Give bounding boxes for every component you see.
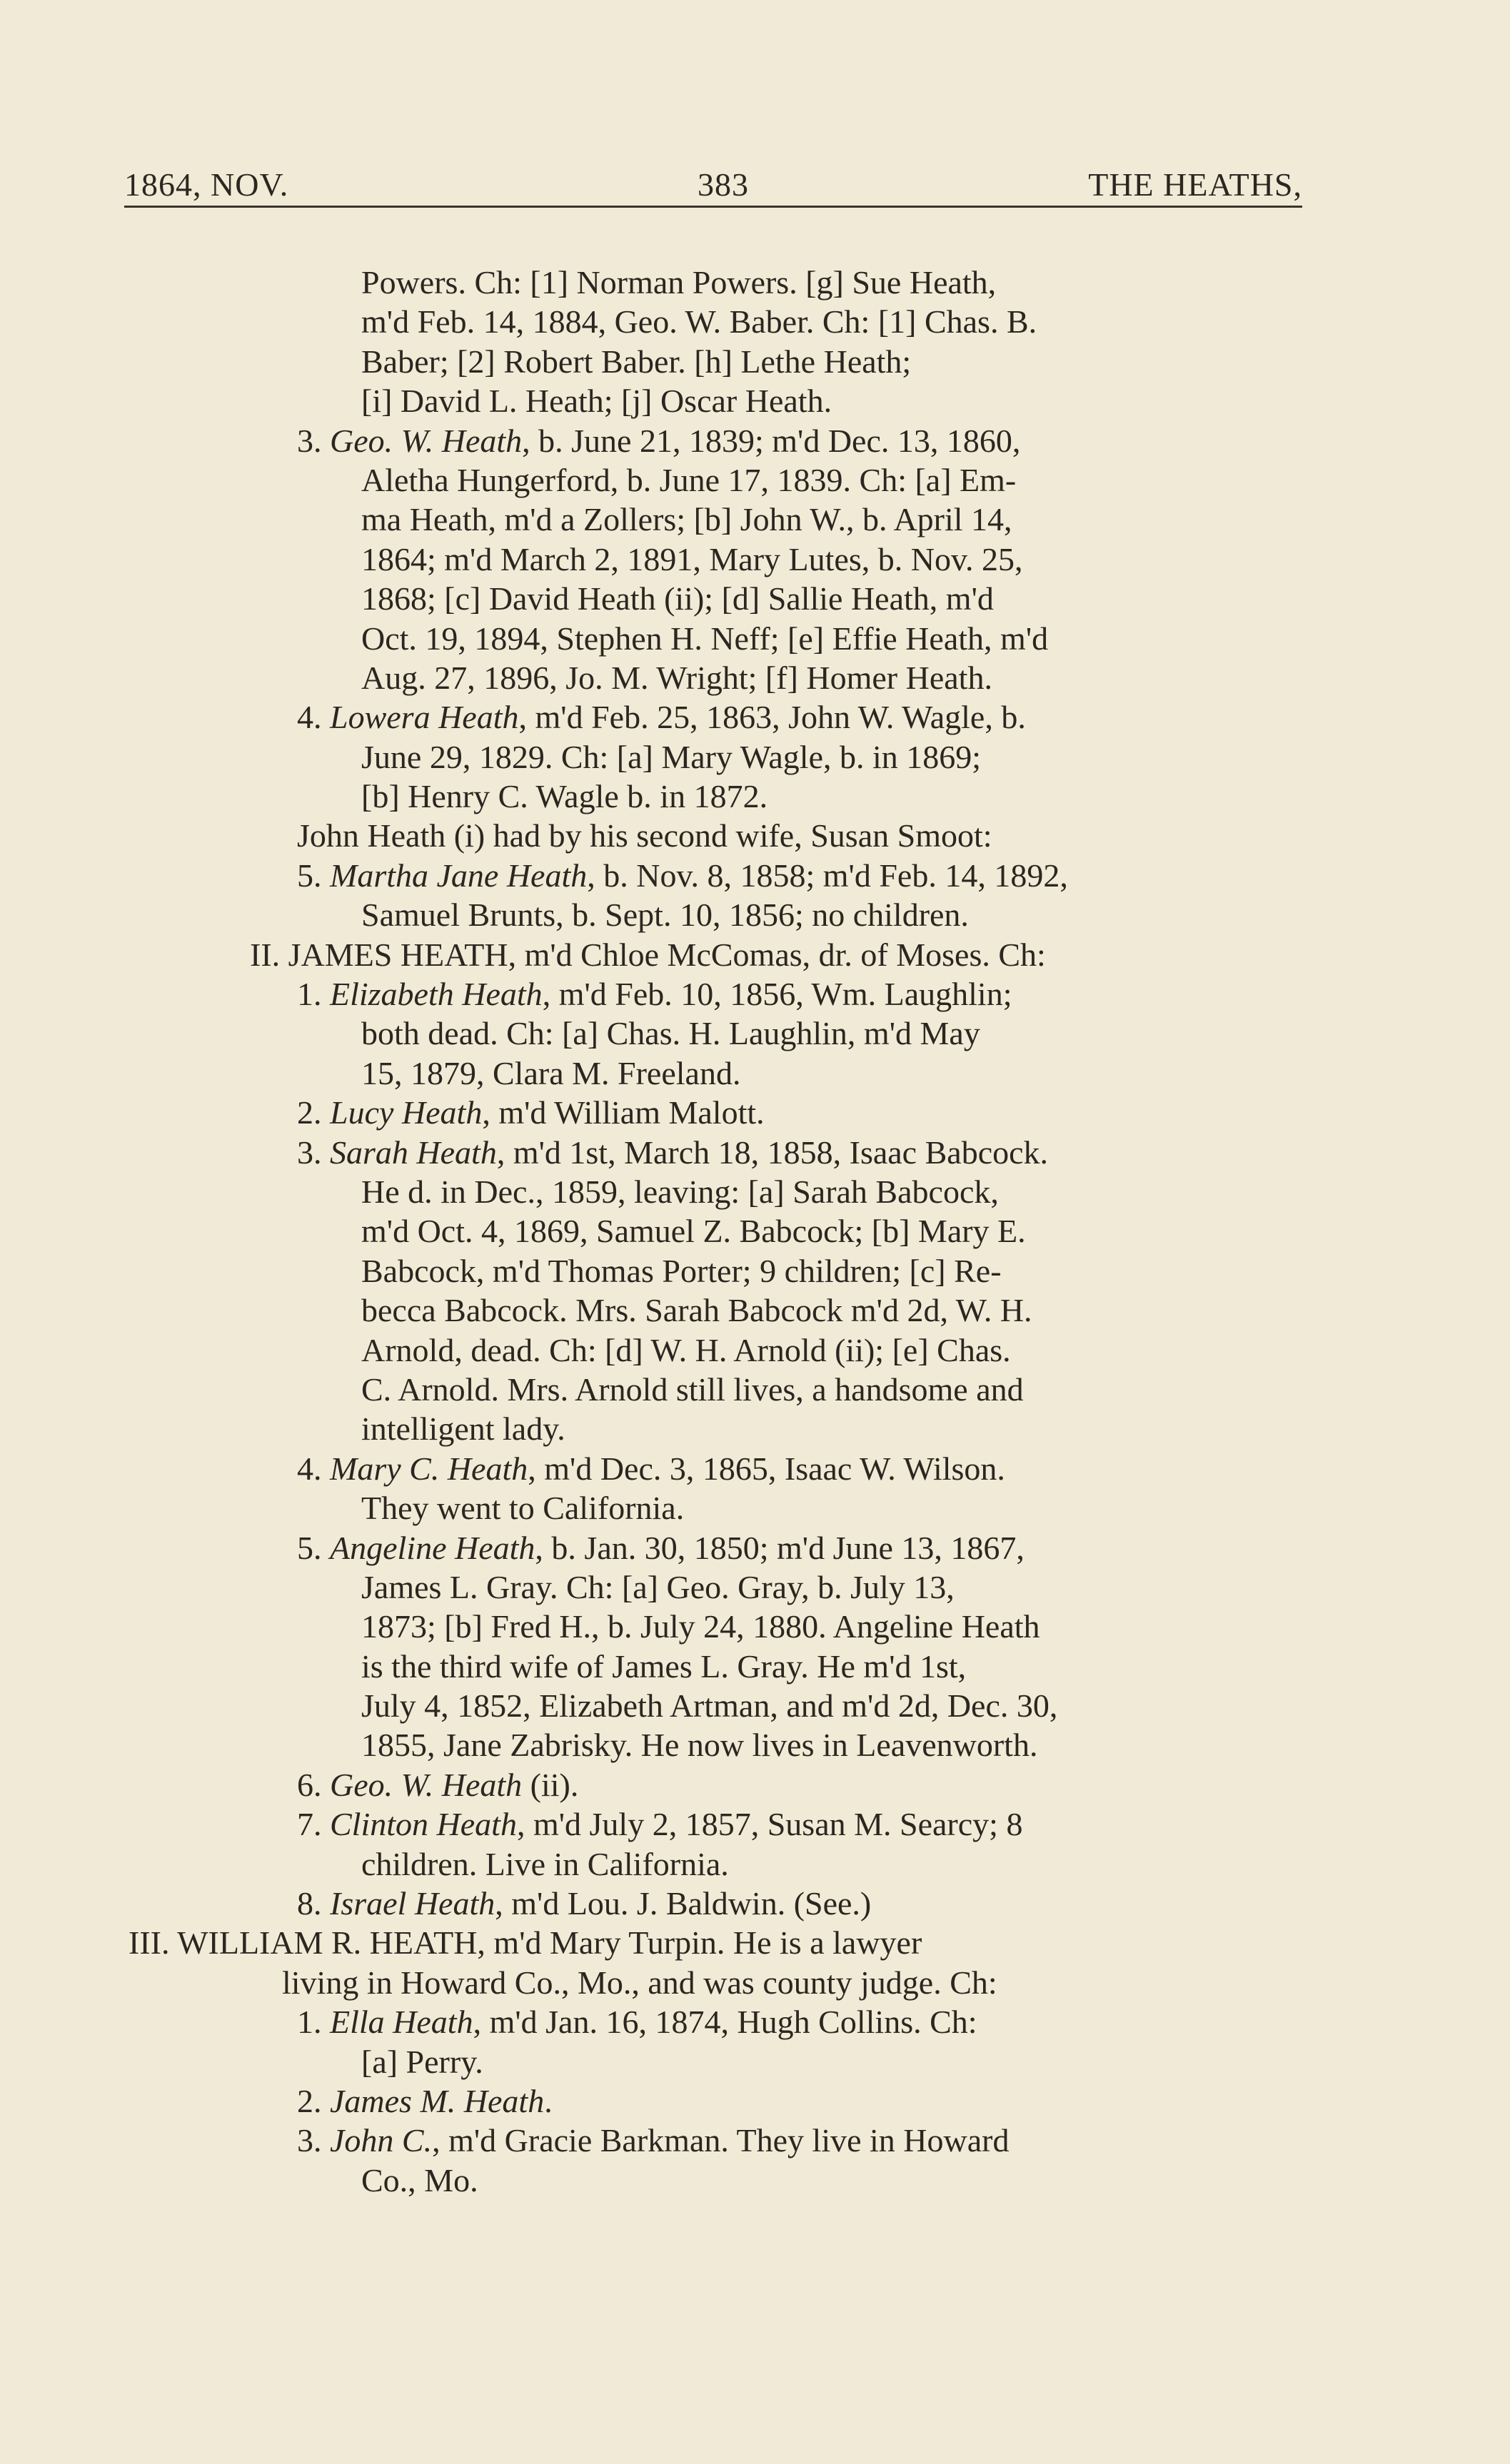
person-name: Ella Heath xyxy=(330,2004,473,2041)
text-line xyxy=(129,1133,1314,1172)
line-text: 15, 1879, Clara M. Freeland. xyxy=(361,1054,741,1091)
entry-number: 5. xyxy=(297,857,330,894)
person-name: Israel Heath xyxy=(330,1885,495,1922)
line-text: [i] David L. Heath; [j] Oscar Heath. xyxy=(361,383,832,420)
line-text: James L. Gray. Ch: [a] Geo. Gray, b. July 13, xyxy=(361,1568,955,1605)
entry-number: 3. xyxy=(297,1133,330,1171)
line-text: , b. June 21, 1839; m'd Dec. 13, 1860, xyxy=(522,422,1021,459)
text-line xyxy=(129,1014,1314,1053)
running-title: THE HEATHS, xyxy=(1088,166,1302,203)
text-line xyxy=(129,1844,1314,1884)
text-line xyxy=(129,1607,1314,1646)
entry-number: 3. xyxy=(297,2122,330,2159)
line-text: , m'd Jan. 16, 1874, Hugh Collins. Ch: xyxy=(473,2004,977,2041)
line-text: Babcock, m'd Thomas Porter; 9 children; [c] Re- xyxy=(361,1252,1002,1289)
text-line xyxy=(129,579,1314,618)
line-text: m'd Oct. 4, 1869, Samuel Z. Babcock; [b] Mary E. xyxy=(361,1213,1026,1250)
text-line xyxy=(129,302,1314,341)
text-line xyxy=(129,460,1314,500)
line-text: [a] Perry. xyxy=(361,2043,483,2080)
text-line xyxy=(129,1409,1314,1448)
page-number: 383 xyxy=(698,166,749,203)
line-text: living in Howard Co., Mo., and was county judge. Ch: xyxy=(282,1964,997,2001)
line-text: , b. Jan. 30, 1850; m'd June 13, 1867, xyxy=(535,1529,1025,1566)
line-text: . xyxy=(544,2082,553,2119)
line-text: John Heath (i) had by his second wife, Susan Smoot: xyxy=(297,817,992,854)
line-text: Powers. Ch: [1] Norman Powers. [g] Sue Heath, xyxy=(361,264,997,301)
text-line xyxy=(129,1686,1314,1725)
text-line xyxy=(129,1804,1314,1844)
line-text: is the third wife of James L. Gray. He m'd 1st, xyxy=(361,1647,967,1685)
text-line xyxy=(129,895,1314,934)
line-text: , m'd Lou. J. Baldwin. (See.) xyxy=(495,1885,872,1922)
text-line xyxy=(129,1567,1314,1607)
text-line xyxy=(129,1923,1314,1962)
line-text: II. JAMES HEATH, m'd Chloe McComas, dr. of Moses. Ch: xyxy=(250,936,1046,973)
line-text: Arnold, dead. Ch: [d] W. H. Arnold (ii); [e] Chas. xyxy=(361,1331,1011,1368)
text-line xyxy=(129,1725,1314,1764)
text-line xyxy=(129,381,1314,420)
text-line xyxy=(129,540,1314,579)
line-text: , m'd Feb. 25, 1863, John W. Wagle, b. xyxy=(518,699,1026,736)
person-name: Angeline Heath xyxy=(330,1529,535,1566)
line-text: July 4, 1852, Elizabeth Artman, and m'd 2d, Dec. 30, xyxy=(361,1687,1058,1725)
person-name: Lucy Heath xyxy=(330,1094,483,1131)
text-line xyxy=(129,500,1314,539)
person-name: Geo. W. Heath xyxy=(330,1766,523,1803)
text-line xyxy=(129,1647,1314,1686)
text-line xyxy=(129,777,1314,816)
line-text: June 29, 1829. Ch: [a] Mary Wagle, b. in 1869; xyxy=(361,738,982,775)
text-line xyxy=(129,1251,1314,1291)
text-line xyxy=(129,697,1314,737)
text-line xyxy=(129,2121,1314,2160)
entry-number: 3. xyxy=(297,422,330,459)
entry-number: 5. xyxy=(297,1529,330,1566)
text-line xyxy=(129,263,1314,302)
line-text: He d. in Dec., 1859, leaving: [a] Sarah Babcock, xyxy=(361,1173,999,1210)
text-line xyxy=(129,1884,1314,1923)
line-text: 1855, Jane Zabrisky. He now lives in Leavenworth. xyxy=(361,1727,1038,1764)
text-line xyxy=(129,974,1314,1014)
text-line xyxy=(129,1172,1314,1211)
text-line xyxy=(129,1765,1314,1804)
line-text: They went to California. xyxy=(361,1490,685,1527)
line-text: , m'd Dec. 3, 1865, Isaac W. Wilson. xyxy=(528,1450,1005,1487)
line-text: both dead. Ch: [a] Chas. H. Laughlin, m'd May xyxy=(361,1015,980,1052)
person-name: James M. Heath xyxy=(330,2082,545,2119)
text-line xyxy=(129,1291,1314,1330)
text-line xyxy=(129,342,1314,381)
text-line xyxy=(129,658,1314,697)
text-line xyxy=(129,737,1314,777)
text-line xyxy=(129,2161,1314,2200)
entry-number: 1. xyxy=(297,976,330,1013)
entry-number: 2. xyxy=(297,2082,330,2119)
line-text: [b] Henry C. Wagle b. in 1872. xyxy=(361,778,768,815)
text-line xyxy=(129,1370,1314,1409)
text-line xyxy=(129,2002,1314,2041)
person-name: Sarah Heath xyxy=(330,1133,497,1171)
line-text: Aletha Hungerford, b. June 17, 1839. Ch: [a] Em- xyxy=(361,461,1017,498)
line-text: Samuel Brunts, b. Sept. 10, 1856; no children. xyxy=(361,897,969,934)
header-date: 1864, NOV. xyxy=(124,166,289,203)
text-line xyxy=(129,1211,1314,1251)
line-text: , m'd 1st, March 18, 1858, Isaac Babcock. xyxy=(496,1133,1049,1171)
line-text: , m'd July 2, 1857, Susan M. Searcy; 8 xyxy=(516,1806,1023,1843)
text-line xyxy=(129,1963,1314,2002)
text-line xyxy=(129,1488,1314,1528)
line-text: , m'd Feb. 10, 1856, Wm. Laughlin; xyxy=(542,976,1012,1013)
text-line xyxy=(129,421,1314,460)
line-text: 1873; [b] Fred H., b. July 24, 1880. Angeline Heath xyxy=(361,1608,1040,1645)
text-line xyxy=(129,2042,1314,2081)
entry-number: 4. xyxy=(297,699,330,736)
text-line xyxy=(129,1054,1314,1093)
line-text: m'd Feb. 14, 1884, Geo. W. Baber. Ch: [1] Chas. B. xyxy=(361,303,1037,340)
text-line xyxy=(129,2081,1314,2121)
line-text: 1868; [c] David Heath (ii); [d] Sallie Heath, m'd xyxy=(361,580,994,617)
line-text: Co., Mo. xyxy=(361,2161,478,2198)
text-line xyxy=(129,935,1314,974)
line-text: Baber; [2] Robert Baber. [h] Lethe Heath; xyxy=(361,343,912,380)
line-text: III. WILLIAM R. HEATH, m'd Mary Turpin. He is a lawyer xyxy=(129,1924,922,1961)
text-line xyxy=(129,816,1314,855)
line-text: , b. Nov. 8, 1858; m'd Feb. 14, 1892, xyxy=(587,857,1068,894)
entry-number: 1. xyxy=(297,2004,330,2041)
header-rule xyxy=(124,206,1302,208)
line-text: (ii). xyxy=(522,1766,579,1803)
entry-number: 4. xyxy=(297,1450,330,1487)
text-line xyxy=(129,1528,1314,1567)
entry-number: 6. xyxy=(297,1766,330,1803)
line-text: Oct. 19, 1894, Stephen H. Neff; [e] Effie Heath, m'd xyxy=(361,620,1049,657)
line-text: becca Babcock. Mrs. Sarah Babcock m'd 2d, W. H. xyxy=(361,1292,1032,1329)
genealogy-text xyxy=(129,263,1314,2200)
entry-number: 7. xyxy=(297,1806,330,1843)
line-text: ma Heath, m'd a Zollers; [b] John W., b. April 14, xyxy=(361,501,1012,538)
person-name: Clinton Heath xyxy=(330,1806,517,1843)
line-text: C. Arnold. Mrs. Arnold still lives, a handsome and xyxy=(361,1370,1024,1408)
text-line xyxy=(129,856,1314,895)
person-name: Lowera Heath xyxy=(330,699,519,736)
text-line xyxy=(129,1331,1314,1370)
person-name: Mary C. Heath xyxy=(330,1450,528,1487)
line-text: children. Live in California. xyxy=(361,1845,729,1882)
person-name: Martha Jane Heath xyxy=(330,857,588,894)
text-line xyxy=(129,1449,1314,1488)
entry-number: 2. xyxy=(297,1094,330,1131)
text-line xyxy=(129,619,1314,658)
entry-number: 8. xyxy=(297,1885,330,1922)
line-text: intelligent lady. xyxy=(361,1410,565,1448)
person-name: John C. xyxy=(330,2122,433,2159)
line-text: , m'd William Malott. xyxy=(482,1094,765,1131)
line-text: 1864; m'd March 2, 1891, Mary Lutes, b. Nov. 25, xyxy=(361,540,1023,577)
line-text: Aug. 27, 1896, Jo. M. Wright; [f] Homer Heath. xyxy=(361,659,992,696)
page-header xyxy=(124,166,1302,208)
line-text: , m'd Gracie Barkman. They live in Howard xyxy=(432,2122,1010,2159)
person-name: Elizabeth Heath xyxy=(330,976,543,1013)
person-name: Geo. W. Heath xyxy=(330,422,523,459)
text-line xyxy=(129,1093,1314,1132)
